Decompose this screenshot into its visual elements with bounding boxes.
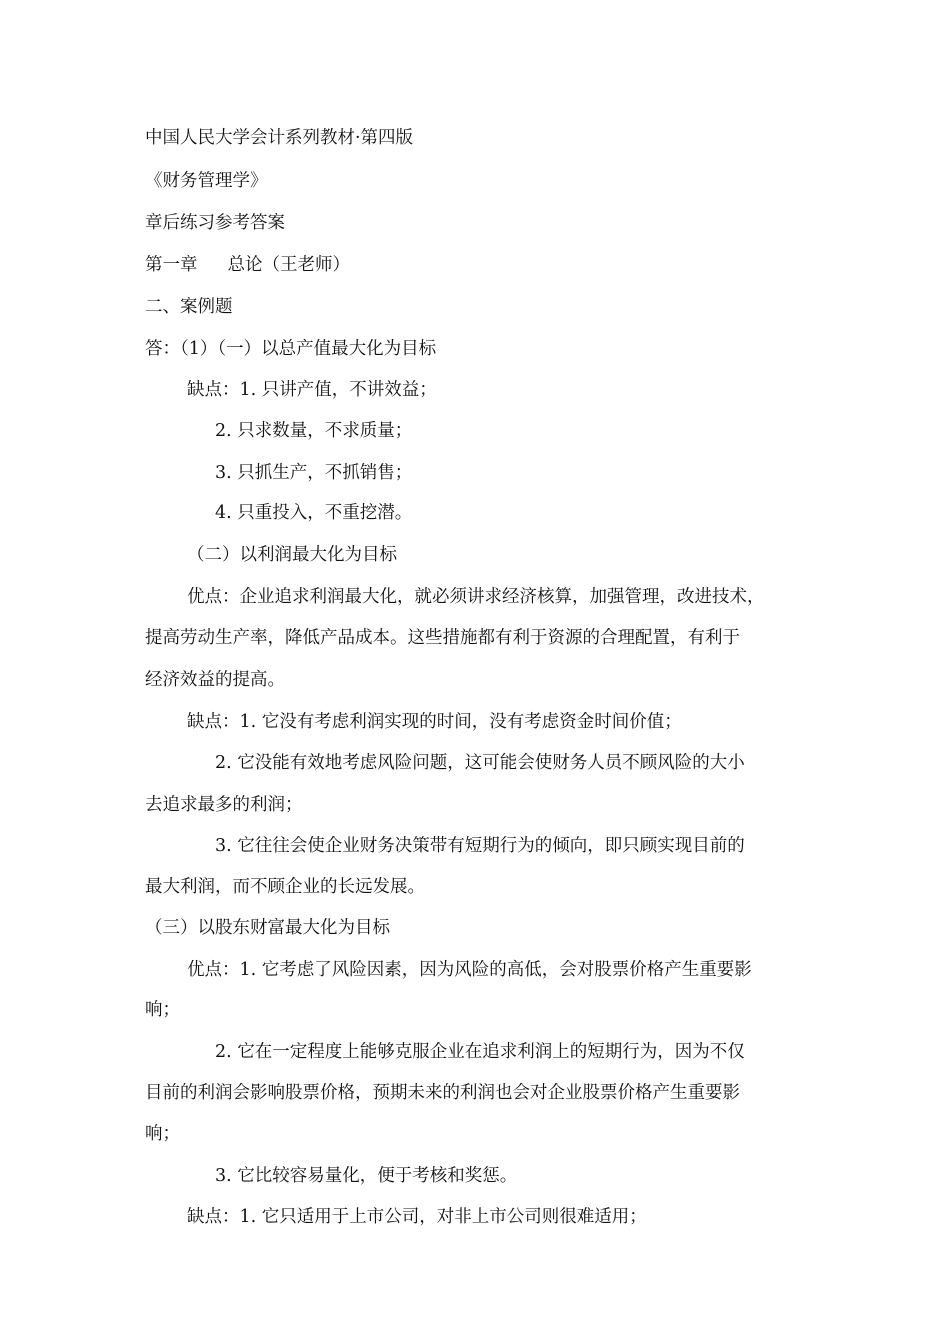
- goal2-cons-3-line2: 最大利润，而不顾企业的长远发展。: [145, 877, 425, 897]
- goal3-pros-2-line3: 响；: [145, 1124, 180, 1144]
- goal1-cons-2: 2. 只求数量，不求质量；: [215, 421, 413, 441]
- goal2-pros-line2: 提高劳动生产率，降低产品成本。这些措施都有利于资源的合理配置，有利于: [145, 628, 740, 648]
- chapter-number: 第一章: [145, 255, 198, 275]
- goal3-pros-2-line1: 2. 它在一定程度上能够克服企业在追求利润上的短期行为，因为不仅: [215, 1042, 745, 1062]
- section-heading: 二、案例题: [145, 297, 233, 317]
- goal3-pros-1-line1: 优点：1. 它考虑了风险因素，因为风险的高低，会对股票价格产生重要影: [187, 960, 752, 980]
- chapter-heading: [145, 254, 350, 276]
- goal2-cons-3-line1: 3. 它往往会使企业财务决策带有短期行为的倾向，即只顾实现目前的: [215, 836, 745, 856]
- answer-intro: 答：（1）（一）以总产值最大化为目标: [145, 339, 437, 359]
- goal2-pros-line1: 优点：企业追求利润最大化，就必须讲求经济核算，加强管理，改进技术，: [187, 587, 765, 607]
- goal1-cons-3: 3. 只抓生产，不抓销售；: [215, 463, 413, 483]
- book-title: 《财务管理学》: [145, 171, 268, 191]
- goal2-pros-line3: 经济效益的提高。: [145, 670, 285, 690]
- goal3-pros-1-line2: 响；: [145, 1000, 180, 1020]
- series-title: 中国人民大学会计系列教材·第四版: [145, 128, 414, 148]
- goal1-cons-1: 缺点：1. 只讲产值，不讲效益；: [187, 380, 437, 400]
- chapter-title: 总论（王老师）: [227, 255, 350, 275]
- goal3-heading: （三）以股东财富最大化为目标: [145, 918, 390, 938]
- goal3-pros-2-line2: 目前的利润会影响股票价格，预期未来的利润也会对企业股票价格产生重要影: [145, 1083, 740, 1103]
- goal2-cons-2-line2: 去追求最多的利润；: [145, 795, 303, 815]
- goal2-cons-1: 缺点：1. 它没有考虑利润实现的时间，没有考虑资金时间价值；: [187, 712, 682, 732]
- goal3-pros-3: 3. 它比较容易量化，便于考核和奖惩。: [215, 1166, 518, 1186]
- document-subtitle: 章后练习参考答案: [145, 213, 285, 233]
- goal3-cons-1: 缺点：1. 它只适用于上市公司，对非上市公司则很难适用；: [187, 1207, 647, 1227]
- goal2-heading: （二）以利润最大化为目标: [187, 545, 397, 565]
- goal2-cons-2-line1: 2. 它没能有效地考虑风险问题，这可能会使财务人员不顾风险的大小: [215, 753, 745, 773]
- goal1-cons-4: 4. 只重投入，不重挖潜。: [215, 503, 413, 523]
